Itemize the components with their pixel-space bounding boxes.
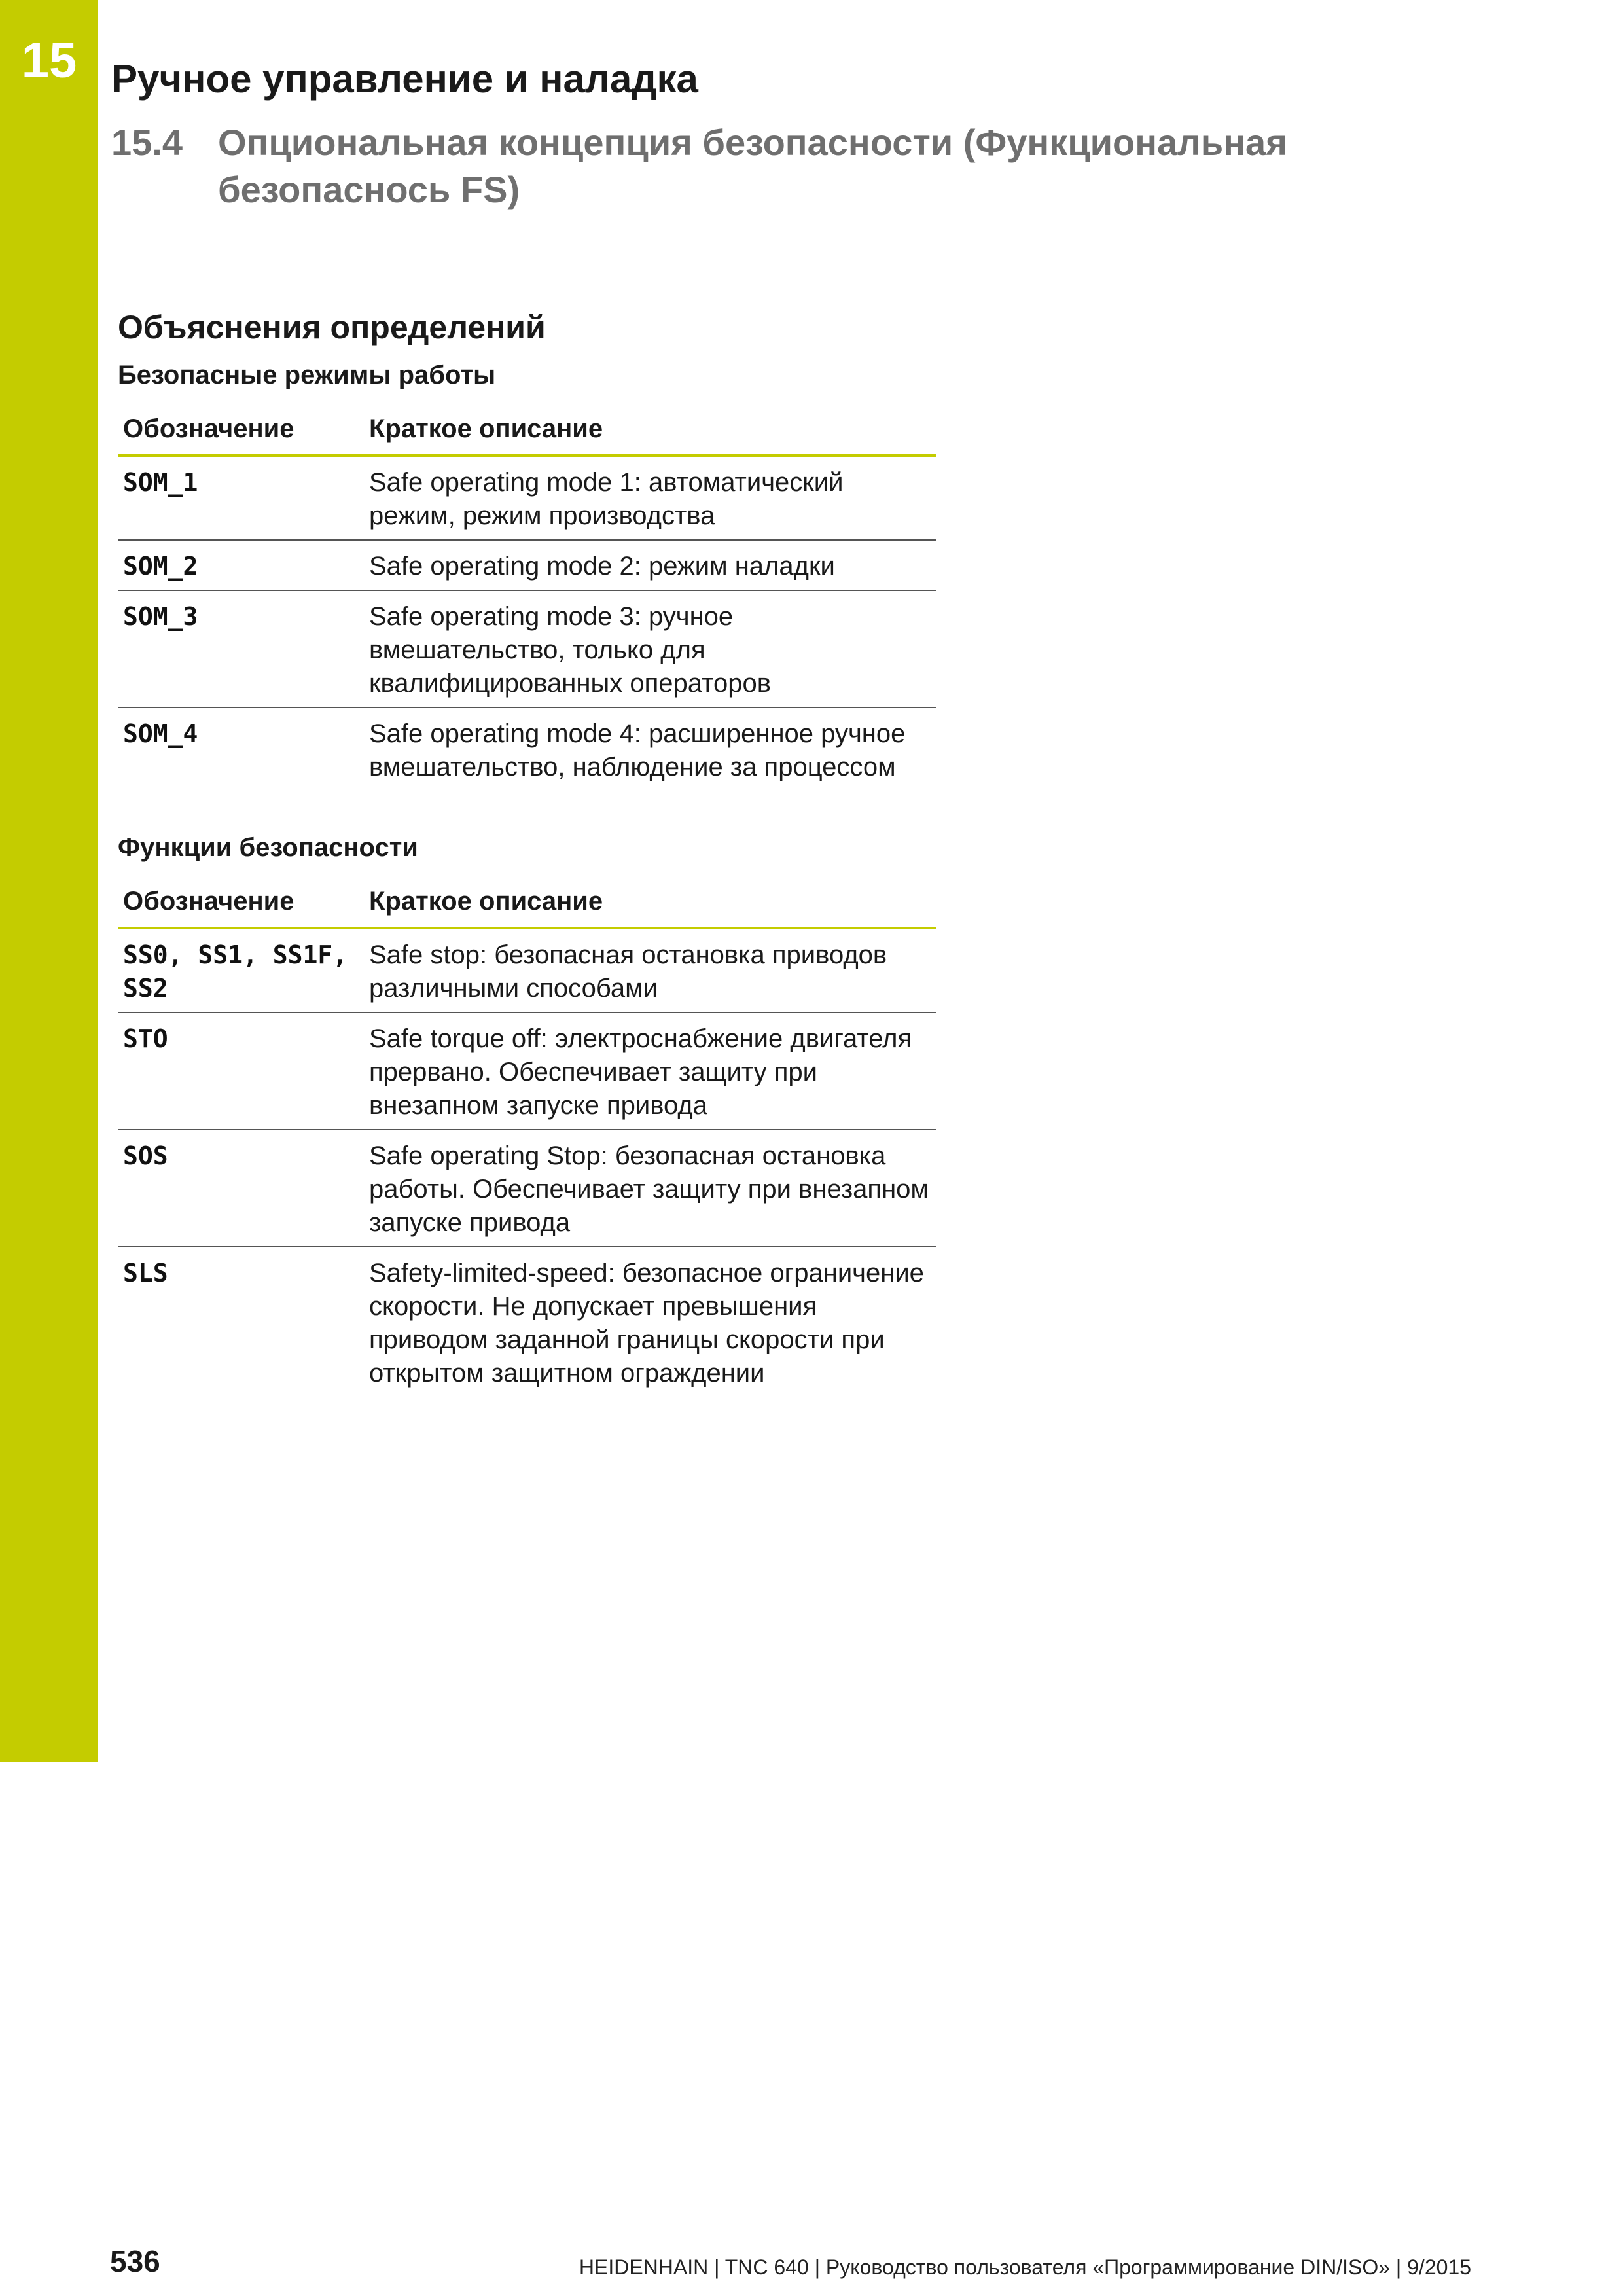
safe-modes-heading: Безопасные режимы работы xyxy=(118,361,496,389)
row-code: SS0, SS1, SS1F, SS2 xyxy=(118,928,364,1013)
row-code: SOM_2 xyxy=(118,540,364,590)
table-row xyxy=(118,590,936,708)
table-row xyxy=(118,1247,936,1397)
table-row xyxy=(118,1013,936,1130)
row-description: Safe operating mode 3: ручное вмешательство, только для квалифицированных операторов xyxy=(364,590,936,708)
row-code: SLS xyxy=(123,1259,168,1287)
section-number: 15.4 xyxy=(111,122,183,163)
safe-modes-table xyxy=(118,406,936,791)
chapter-title: Ручное управление и наладка xyxy=(111,57,698,101)
row-code: SOM_4 xyxy=(123,719,198,748)
row-code: STO xyxy=(118,1013,364,1130)
page-number: 536 xyxy=(110,2244,160,2278)
row-description: Safe operating Stop: безопасная остановка работы. Обеспечивает защиту при внезапном запуске привода xyxy=(364,1130,936,1247)
row-description: Safe operating mode 2: режим наладки xyxy=(364,540,936,590)
row-description: Safe operating mode 1: автоматический режим, режим производства xyxy=(364,456,936,540)
column-header-code: Обозначение xyxy=(118,406,364,456)
column-header-description: Краткое описание xyxy=(364,878,936,928)
row-description: Safe stop: безопасная остановка приводов различными способами xyxy=(364,928,936,1013)
table-row xyxy=(118,1130,936,1247)
column-header-description: Краткое описание xyxy=(364,406,936,456)
footer-text: HEIDENHAIN | TNC 640 | Руководство пользователя «Программирование DIN/ISO» | 9/2015 xyxy=(579,2255,1471,2279)
table-row xyxy=(118,928,936,1013)
safety-functions-table xyxy=(118,878,936,1397)
table-row xyxy=(118,456,936,540)
table-row xyxy=(118,540,936,590)
definitions-heading: Объяснения определений xyxy=(118,309,546,346)
table-header-row xyxy=(118,406,936,456)
main-content xyxy=(118,308,936,1397)
table-row xyxy=(118,708,936,791)
chapter-sidebar xyxy=(0,0,98,1762)
row-code: SOS xyxy=(118,1130,364,1247)
row-description: Safe torque off: электроснабжение двигателя прервано. Обеспечивает защиту при внезапном запуске привода xyxy=(364,1013,936,1130)
row-code: SOM_3 xyxy=(118,590,364,708)
section-title: Опциональная концепция безопасности (Функциональная безопаснось FS) xyxy=(218,122,1287,210)
row-description: Safe operating mode 4: расширенное ручное вмешательство, наблюдение за процессом xyxy=(369,719,906,781)
table-header-row xyxy=(118,878,936,928)
row-code: SOM_1 xyxy=(118,456,364,540)
safety-functions-heading: Функции безопасности xyxy=(118,833,418,862)
chapter-number: 15 xyxy=(21,33,77,88)
column-header-code: Обозначение xyxy=(118,878,364,928)
row-description: Safety-limited-speed: безопасное ограничение скорости. Не допускает превышения приводом заданной границы скорости при открытом защитном ограждении xyxy=(369,1259,924,1388)
